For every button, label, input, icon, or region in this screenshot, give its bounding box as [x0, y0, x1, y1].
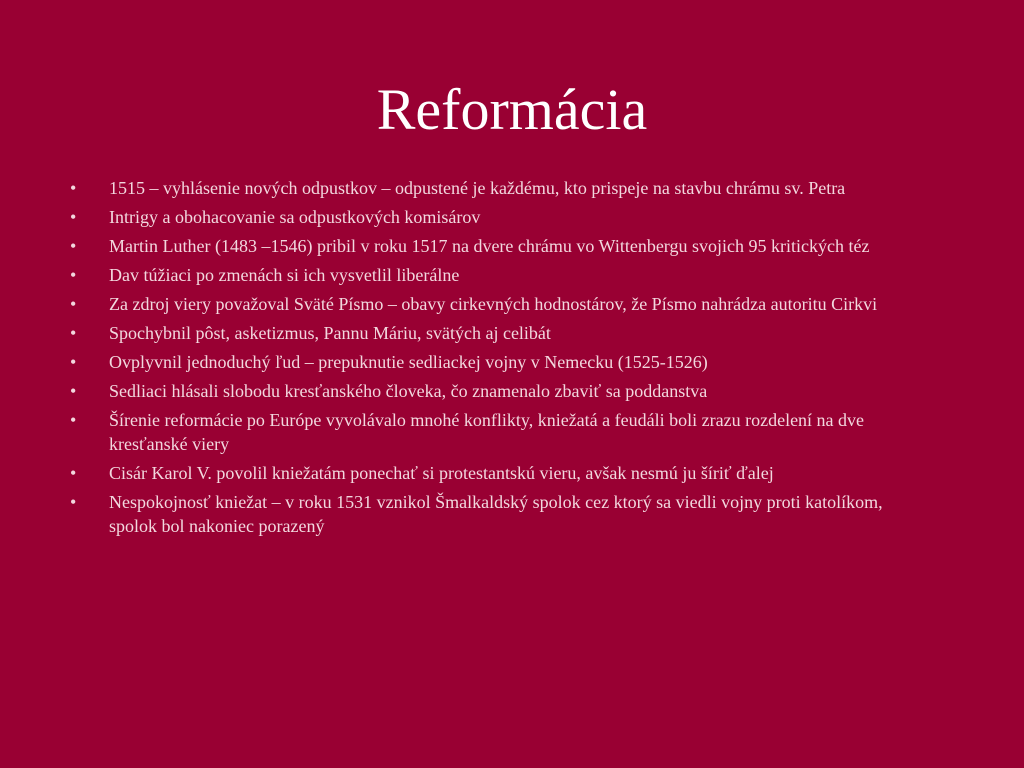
bullet-text: 1515 – vyhlásenie nových odpustkov – odpustené je každému, kto prispeje na stavbu chrámu sv. Petra: [109, 178, 846, 198]
list-item: [70, 234, 930, 258]
list-item: [70, 263, 930, 287]
bullet-list: [70, 176, 930, 543]
bullet-icon: •: [70, 207, 77, 227]
bullet-text: Šírenie reformácie po Európe vyvolávalo mnohé konflikty, kniežatá a feudáli boli zrazu rozdelení na dve kresťanské viery: [109, 410, 865, 454]
bullet-text: Sedliaci hlásali slobodu kresťanského človeka, čo znamenalo zbaviť sa poddanstva: [109, 381, 708, 401]
list-item: [70, 321, 930, 345]
bullet-icon: •: [70, 492, 77, 512]
bullet-icon: •: [70, 294, 77, 314]
list-item: [70, 379, 930, 403]
bullet-text: Nespokojnosť kniežat – v roku 1531 vznikol Šmalkaldský spolok cez ktorý sa viedli vojny proti katolíkom, spolok bol nakoniec porazený: [109, 492, 883, 536]
bullet-icon: •: [70, 463, 77, 483]
bullet-icon: •: [70, 236, 77, 256]
bullet-icon: •: [70, 381, 77, 401]
bullet-text: Cisár Karol V. povolil kniežatám ponechať si protestantskú vieru, avšak nesmú ju šíriť ďalej: [109, 463, 774, 483]
bullet-text: Intrigy a obohacovanie sa odpustkových komisárov: [109, 207, 481, 227]
list-item: [70, 176, 930, 200]
bullet-text: Martin Luther (1483 –1546) pribil v roku 1517 na dvere chrámu vo Wittenbergu svojich 95 kritických téz: [109, 236, 870, 256]
list-item: [70, 408, 930, 456]
bullet-icon: •: [70, 323, 77, 343]
bullet-text: Ovplyvnil jednoduchý ľud – prepuknutie sedliackej vojny v Nemecku (1525-1526): [109, 352, 708, 372]
list-item: [70, 490, 930, 538]
bullet-icon: •: [70, 265, 77, 285]
list-item: [70, 205, 930, 229]
bullet-text: Za zdroj viery považoval Sväté Písmo – obavy cirkevných hodnostárov, že Písmo nahrádza autoritu Cirkvi: [109, 294, 878, 314]
bullet-icon: •: [70, 410, 77, 430]
list-item: [70, 350, 930, 374]
bullet-icon: •: [70, 352, 77, 372]
bullet-icon: •: [70, 178, 77, 198]
bullet-text: Spochybnil pôst, asketizmus, Pannu Máriu, svätých aj celibát: [109, 323, 551, 343]
bullet-text: Dav túžiaci po zmenách si ich vysvetlil liberálne: [109, 265, 460, 285]
slide-title: Reformácia: [376, 77, 648, 142]
list-item: [70, 461, 930, 485]
list-item: [70, 292, 930, 316]
